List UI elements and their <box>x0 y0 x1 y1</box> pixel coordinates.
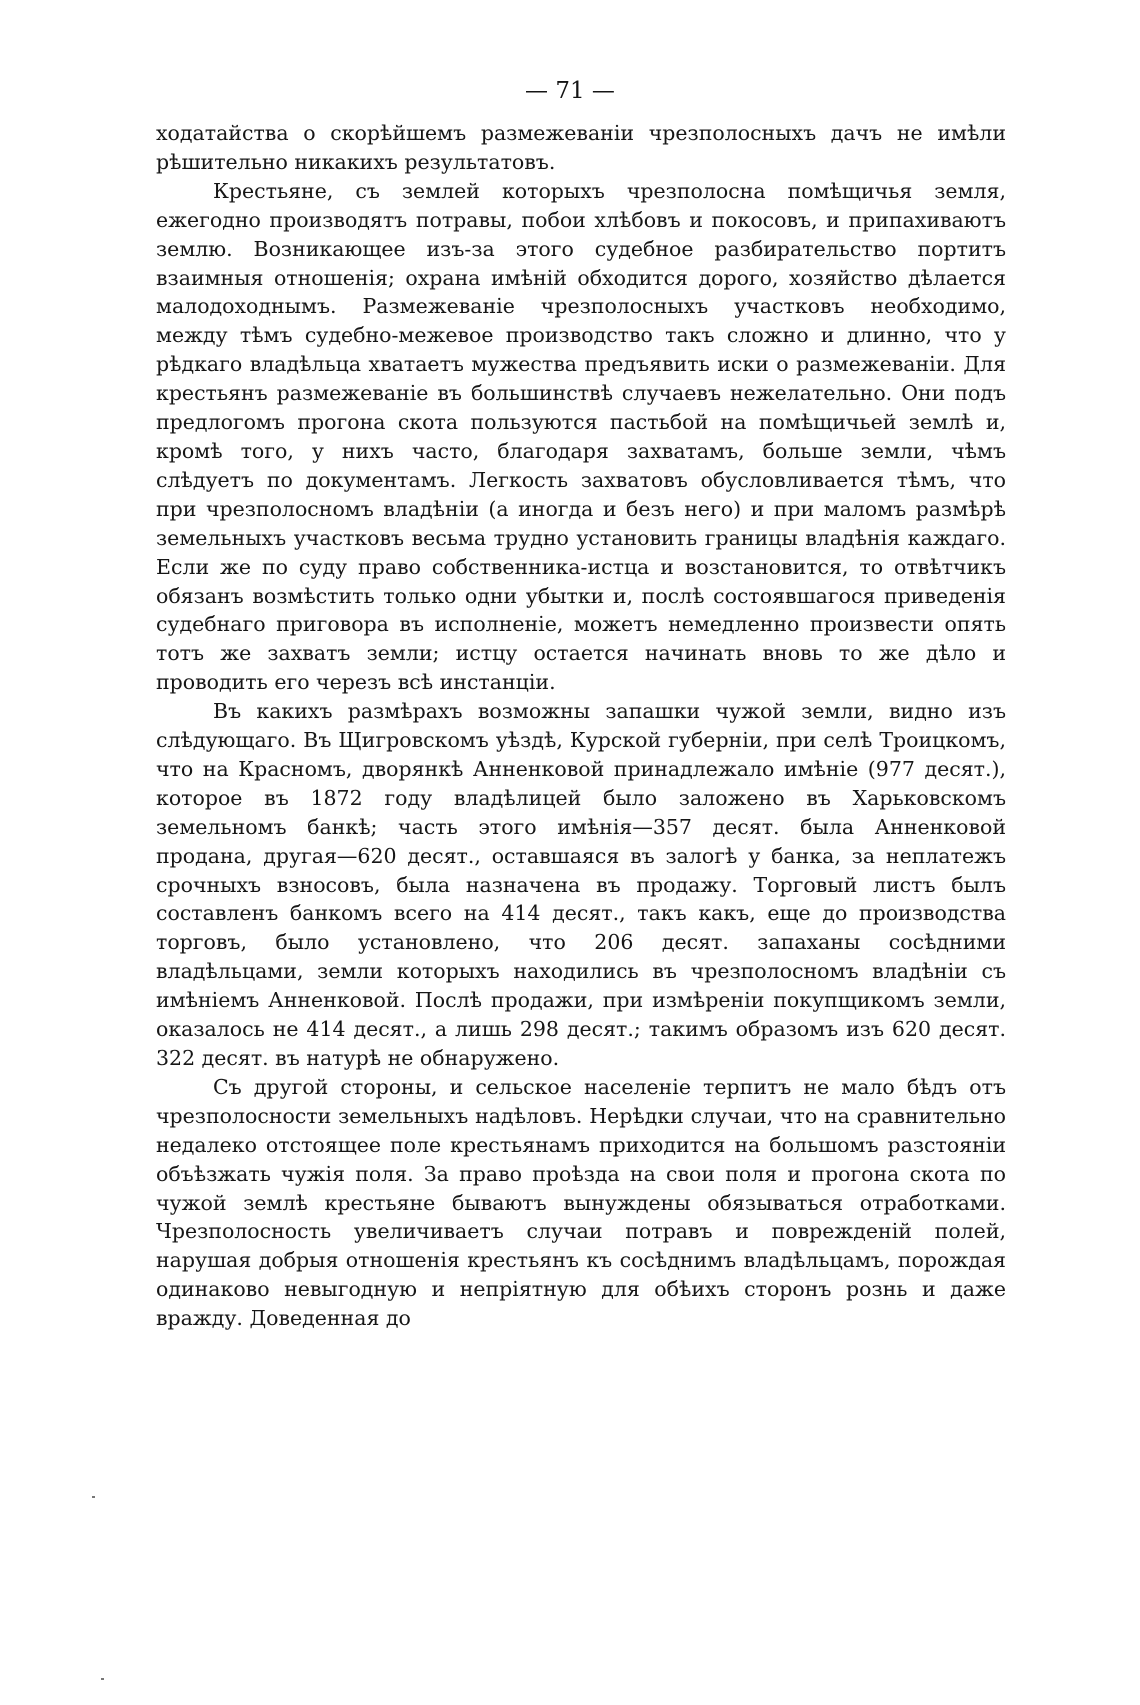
paragraph-4 <box>156 1073 1006 1333</box>
scan-speck <box>101 1678 104 1680</box>
paragraph-1 <box>156 119 1006 177</box>
paragraph-2-text: Крестьяне, съ землей которыхъ чрезполосна помѣщичья земля, ежегодно производятъ потравы, побои хлѣбовъ и покосовъ, и припахиваютъ землю. Возникающее изъ-за этого судебное разбирательство портитъ взаимныя отношенiя; охрана имѣнiй обходится дорого, хозяйство дѣлается малодоходнымъ. Размежеванiе чрезполосныхъ участковъ необходимо, между тѣмъ судебно-межевое производство такъ сложно и длинно, что у рѣдкаго владѣльца хватаетъ мужества предъявить иски о размежеванiи. Для крестьянъ размежеванiе въ большинствѣ случаевъ нежелательно. Они подъ предлогомъ прогона скота пользуются пастьбой на помѣщичьей землѣ и, кромѣ того, у нихъ часто, благодаря захватамъ, больше земли, чѣмъ слѣдуетъ по документамъ. Легкость захватовъ обусловливается тѣмъ, что при чрезполосномъ владѣнiи (а иногда и безъ него) и при маломъ размѣрѣ земельныхъ участковъ весьма трудно установить границы владѣнiя каждаго. Если же по суду право собственника-истца и возстановится, то отвѣтчикъ обязанъ возмѣстить только одни убытки и, послѣ состоявшагося приведенiя судебнаго приговора въ исполненiе, можетъ немедленно произвести опять тотъ же захватъ земли; истцу остается начинать вновь то же дѣло и проводить его черезъ всѣ инстанцiи. <box>156 178 1006 695</box>
paragraph-3 <box>156 697 1006 1073</box>
paragraph-1-text: ходатайства о скорѣйшемъ размежеванiи чрезполосныхъ дачъ не имѣли рѣшительно никакихъ результатовъ. <box>156 121 1006 174</box>
paragraph-3-text: Въ какихъ размѣрахъ возможны запашки чужой земли, видно изъ слѣдующаго. Въ Щигровскомъ уѣздѣ, Курской губернiи, при селѣ Троицкомъ, что на Красномъ, дворянкѣ Анненковой принадлежало имѣнiе (977 десят.), которое въ 1872 году владѣлицей было заложено въ Харьковскомъ земельномъ банкѣ; часть этого имѣнiя—357 десят. была Анненковой продана, другая—620 десят., оставшаяся въ залогѣ у банка, за неплатежъ срочныхъ взносовъ, была назначена въ продажу. Торговый листъ былъ составленъ банкомъ всего на 414 десят., такъ какъ, еще до производства торговъ, было установлено, что 206 десят. запаханы сосѣдними владѣльцами, земли которыхъ находились въ чрезполосномъ владѣнiи съ имѣнiемъ Анненковой. Послѣ продажи, при измѣренiи покупщикомъ земли, оказалось не 414 десят., а лишь 298 десят.; такимъ образомъ изъ 620 десят. 322 десят. въ натурѣ не обнаружено. <box>156 699 1006 1070</box>
paragraph-4-text: Съ другой стороны, и сельское населенiе терпитъ не мало бѣдъ отъ чрезполосности земельныхъ надѣловъ. Нерѣдки случаи, что на сравнительно недалеко отстоящее поле крестьянамъ приходится на большомъ разстоянiи объѣзжать чужiя поля. За право проѣзда на свои поля и прогона скота по чужой землѣ крестьяне бываютъ вынуждены обязываться отработками. Чрезполосность увеличиваетъ случаи потравъ и поврежденiй полей, нарушая добрыя отношенiя крестьянъ къ сосѣднимъ владѣльцамъ, порождая одинаково невыгодную и непрiятную для обѣихъ сторонъ рознь и даже вражду. Доведенная до <box>156 1074 1006 1331</box>
body-text <box>156 119 1006 1333</box>
paragraph-2 <box>156 177 1006 697</box>
page-number: — 71 — <box>525 78 615 104</box>
scan-speck <box>92 1496 95 1498</box>
